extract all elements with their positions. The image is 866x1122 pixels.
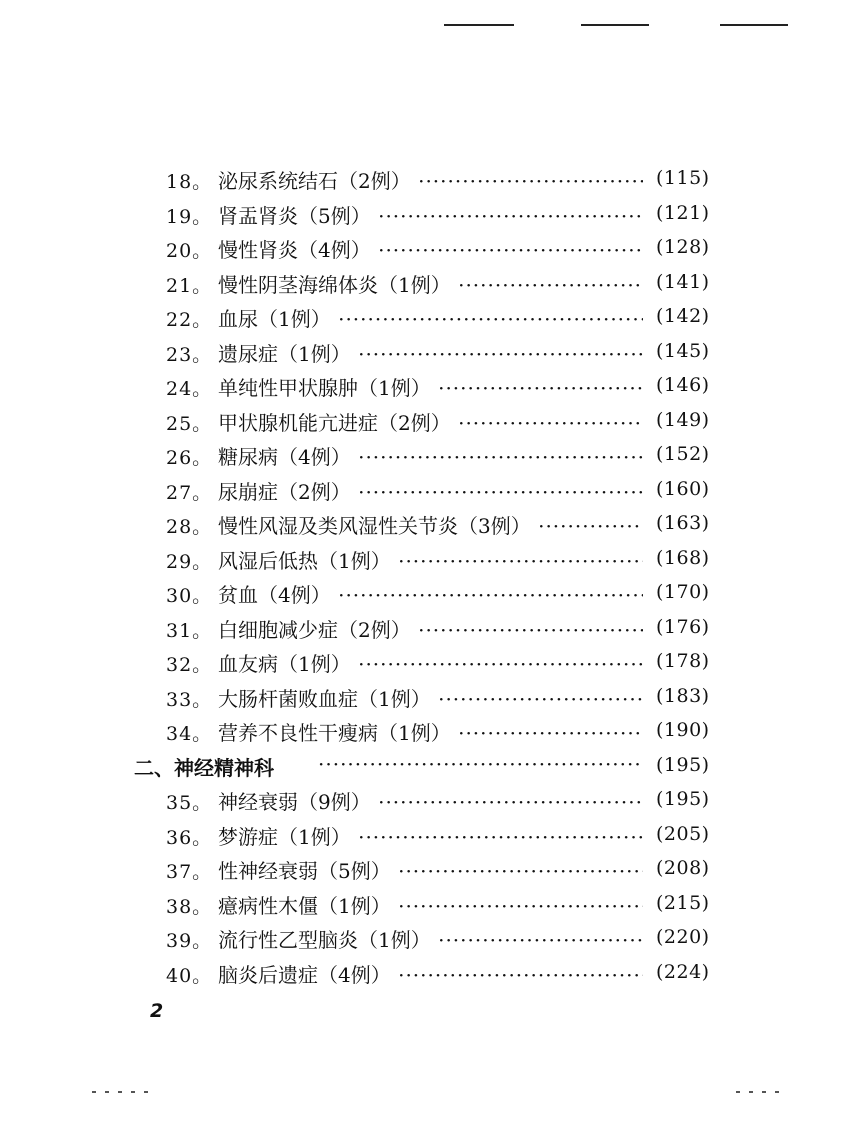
entry-title: 贫血（4例） ····· <box>218 579 643 608</box>
section-page: (195) <box>656 753 710 776</box>
toc-entry[interactable] <box>0 852 866 887</box>
section-title: 二、神经精神科 <box>134 755 274 780</box>
entry-number: 18。 <box>166 171 213 193</box>
entry-number: 26。 <box>166 447 213 469</box>
toc-entry[interactable] <box>0 921 866 956</box>
entry-page: (224) <box>656 960 710 983</box>
entry-title: 癔病性木僵（1例） ····· <box>218 890 643 919</box>
entry-number: 22。 <box>166 309 213 331</box>
toc-entry[interactable] <box>0 473 866 508</box>
entry-number: 30。 <box>166 585 213 607</box>
entry-number: 35。 <box>166 792 213 814</box>
toc-entry[interactable] <box>0 956 866 991</box>
entry-page: (205) <box>656 822 710 845</box>
entry-number: 27。 <box>166 481 213 504</box>
entry-number: 24。 <box>166 378 213 400</box>
section-leader-dots <box>318 752 643 776</box>
entry-title: 神经衰弱（9例） ····· <box>218 786 643 815</box>
entry-number: 37。 <box>166 861 213 883</box>
toc-entry[interactable] <box>0 818 866 853</box>
entry-number: 20。 <box>166 240 213 262</box>
header-rule-2 <box>581 24 649 26</box>
entry-page: (208) <box>656 857 710 879</box>
entry-page: (170) <box>656 581 710 603</box>
entry-number: 40。 <box>166 964 213 987</box>
entry-title: 甲状腺机能亢进症（2例） ····· <box>218 407 643 436</box>
toc-entry[interactable] <box>0 783 866 818</box>
entry-number: 21。 <box>166 274 213 297</box>
entry-title: 肾盂肾炎（5例） ····· <box>218 200 643 229</box>
entry-title: 单纯性甲状腺肿（1例） ····· <box>218 372 643 401</box>
entry-title: 慢性风湿及类风湿性关节炎（3例） ····· <box>218 510 643 539</box>
toc-entry[interactable] <box>0 231 866 266</box>
entry-title: 性神经衰弱（5例） ····· <box>218 855 643 884</box>
toc-entry[interactable] <box>0 300 866 335</box>
entry-title: 血尿（1例） ····· <box>218 303 643 332</box>
entry-page: (168) <box>656 546 710 569</box>
entry-title: 糖尿病（4例） ····· <box>218 441 643 470</box>
entry-page: (160) <box>656 477 710 500</box>
entry-number: 23。 <box>166 343 213 366</box>
entry-number: 25。 <box>166 412 213 435</box>
toc-entry[interactable] <box>0 404 866 439</box>
entry-title: 慢性肾炎（4例） ····· <box>218 234 643 263</box>
toc-entry[interactable] <box>0 335 866 370</box>
entry-title: 白细胞减少症（2例） ····· <box>218 614 643 643</box>
entry-title: 遗尿症（1例） ····· <box>218 338 643 367</box>
entry-page: (146) <box>656 374 710 396</box>
page-number: 2 <box>150 1000 164 1022</box>
toc-entry[interactable] <box>0 542 866 577</box>
entry-title: 梦游症（1例） ····· <box>218 821 643 850</box>
entry-title: 尿崩症（2例） ····· <box>218 476 643 505</box>
entry-title: 大肠杆菌败血症（1例） ····· <box>218 683 643 712</box>
entry-page: (149) <box>656 408 710 431</box>
entry-title: 慢性阴茎海绵体炎（1例） ····· <box>218 269 643 298</box>
entry-page: (163) <box>656 512 710 534</box>
entry-number: 32。 <box>166 654 213 676</box>
toc-entry[interactable] <box>0 369 866 404</box>
entry-page: (142) <box>656 305 710 327</box>
entry-title: 脑炎后遗症（4例） ····· <box>218 959 643 988</box>
header-rule-3 <box>720 24 788 26</box>
entry-title: 风湿后低热（1例） ····· <box>218 545 643 574</box>
entry-title: 流行性乙型脑炎（1例） ····· <box>218 924 643 953</box>
toc-entry[interactable] <box>0 714 866 749</box>
entry-number: 29。 <box>166 550 213 573</box>
toc-entry[interactable] <box>0 162 866 197</box>
entry-page: (215) <box>656 891 710 914</box>
toc-entry[interactable] <box>0 197 866 232</box>
entry-page: (178) <box>656 650 710 672</box>
table-of-contents <box>0 162 866 990</box>
toc-entry[interactable] <box>0 887 866 922</box>
toc-entry[interactable] <box>0 438 866 473</box>
entry-number: 34。 <box>166 723 213 745</box>
entry-page: (145) <box>656 339 710 362</box>
entry-number: 39。 <box>166 930 213 952</box>
entry-page: (190) <box>656 719 710 741</box>
entry-page: (128) <box>656 236 710 258</box>
toc-section-heading[interactable] <box>0 749 866 784</box>
entry-title: 营养不良性干瘦病（1例） ····· <box>218 717 643 746</box>
entry-title: 血友病（1例） ····· <box>218 648 643 677</box>
entry-page: (152) <box>656 443 710 465</box>
header-rule-1 <box>444 24 514 26</box>
entry-title: 泌尿系统结石（2例） ····· <box>218 165 643 194</box>
toc-entry[interactable] <box>0 645 866 680</box>
entry-number: 31。 <box>166 619 213 642</box>
entry-number: 36。 <box>166 826 213 849</box>
entry-page: (195) <box>656 788 710 810</box>
toc-entry[interactable] <box>0 611 866 646</box>
scan-specks-left <box>92 1078 157 1082</box>
entry-page: (121) <box>656 201 710 224</box>
entry-page: (176) <box>656 615 710 638</box>
entry-number: 19。 <box>166 205 213 228</box>
entry-page: (220) <box>656 926 710 948</box>
entry-number: 28。 <box>166 516 213 538</box>
toc-entry[interactable] <box>0 680 866 715</box>
toc-entry[interactable] <box>0 507 866 542</box>
toc-entry[interactable] <box>0 266 866 301</box>
entry-page: (115) <box>656 167 710 189</box>
entry-page: (183) <box>656 684 710 707</box>
scan-specks-right <box>736 1078 788 1082</box>
entry-page: (141) <box>656 270 710 293</box>
entry-number: 33。 <box>166 688 213 711</box>
entry-number: 38。 <box>166 895 213 918</box>
toc-entry[interactable] <box>0 576 866 611</box>
